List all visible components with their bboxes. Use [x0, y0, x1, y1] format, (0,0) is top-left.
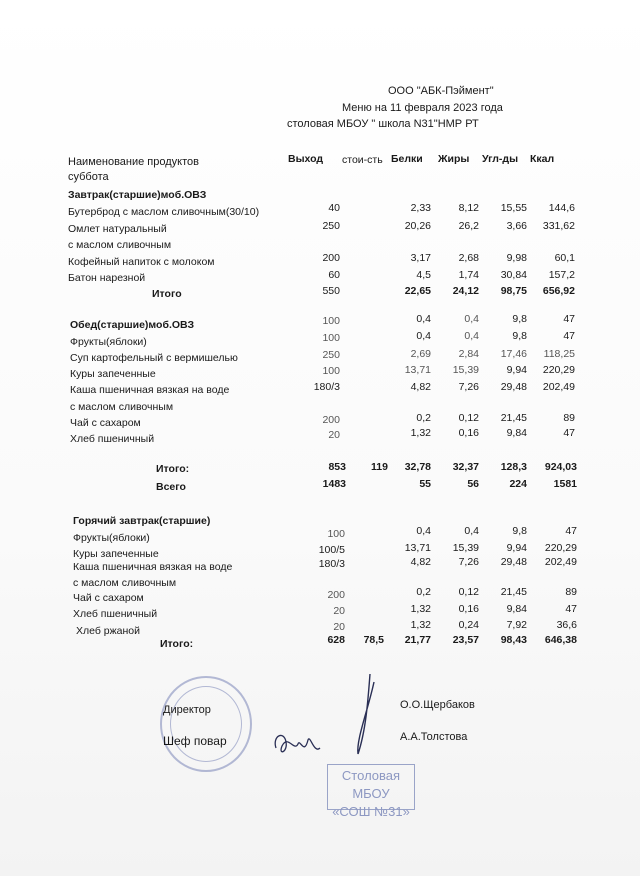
item-kcal: 157,2 [548, 269, 575, 281]
item-name: Куры запеченные [70, 368, 156, 380]
total-fat: 24,12 [452, 285, 479, 297]
item-fat: 0,16 [458, 427, 479, 439]
chef-signature [270, 726, 330, 762]
col-fat: Жиры [438, 153, 470, 165]
total-kcal: 924,03 [544, 461, 577, 473]
item-fat: 0,12 [458, 586, 479, 598]
item-output: 100 [322, 332, 340, 344]
col-output: Выход [288, 153, 324, 165]
item-protein: 0,4 [416, 313, 431, 325]
section-title: Горячий завтрак(старшие) [73, 515, 211, 527]
item-fat: 0,4 [464, 313, 479, 325]
item-carbs: 21,45 [500, 412, 527, 424]
item-protein: 13,71 [404, 542, 431, 554]
item-name: Каша пшеничная вязкая на воде [73, 561, 233, 573]
col-cost: стои-сть [342, 154, 383, 166]
item-carbs: 9,84 [506, 603, 527, 615]
total-label: Итого [152, 288, 182, 300]
total-label: Итого: [156, 463, 190, 475]
item-carbs: 9,94 [506, 542, 527, 554]
item-kcal: 47 [563, 330, 575, 342]
item-output: 20 [328, 429, 340, 441]
total-protein: 21,77 [404, 634, 431, 646]
item-output: 60 [328, 269, 340, 281]
item-name-cont: с маслом сливочным [73, 577, 177, 589]
item-protein: 0,4 [416, 525, 431, 537]
section-title: Обед(старшие)моб.ОВЗ [70, 319, 195, 331]
item-name-cont: с маслом сливочным [68, 239, 172, 251]
grand-total-carbs: 224 [509, 478, 527, 490]
item-carbs: 9,8 [512, 525, 527, 537]
item-output: 250 [322, 220, 340, 232]
total-cost: 119 [371, 461, 388, 473]
item-protein: 2,33 [410, 202, 431, 214]
total-cost: 78,5 [363, 634, 384, 646]
col-protein: Белки [391, 153, 423, 165]
item-carbs: 7,92 [506, 619, 527, 631]
item-output: 180/3 [313, 381, 340, 393]
item-kcal: 220,29 [542, 364, 575, 376]
item-output: 200 [322, 252, 340, 264]
total-output: 628 [327, 634, 345, 646]
item-protein: 0,2 [416, 412, 431, 424]
item-fat: 0,12 [458, 412, 479, 424]
total-carbs: 98,75 [500, 285, 527, 297]
item-kcal: 47 [565, 525, 577, 537]
item-carbs: 15,55 [500, 202, 527, 214]
item-output: 20 [333, 621, 345, 633]
chef-name: А.А.Толстова [400, 731, 468, 743]
item-carbs: 29,48 [500, 556, 527, 568]
item-output: 180/3 [318, 558, 345, 570]
item-name: Чай с сахаром [70, 417, 141, 429]
total-carbs: 98,43 [500, 634, 527, 646]
grand-total-kcal: 1581 [553, 478, 577, 490]
item-protein: 1,32 [410, 619, 431, 631]
item-protein: 2,69 [410, 348, 431, 360]
item-output: 100 [322, 365, 340, 377]
stamp-line-2: «СОШ №31» [332, 804, 410, 819]
total-kcal: 656,92 [542, 285, 575, 297]
item-kcal: 47 [565, 603, 577, 615]
item-name: Хлеб пшеничный [70, 433, 155, 445]
chef-label: Шеф повар [163, 734, 227, 748]
item-name: Хлеб пшеничный [73, 608, 158, 620]
item-name: Каша пшеничная вязкая на воде [70, 384, 230, 396]
item-kcal: 89 [563, 412, 575, 424]
item-output: 100 [327, 528, 345, 540]
item-protein: 4,82 [410, 556, 431, 568]
item-fat: 0,16 [458, 603, 479, 615]
item-output: 200 [322, 414, 340, 426]
day-label: суббота [68, 171, 109, 183]
director-signature [340, 670, 400, 760]
item-name: Бутерброд с маслом сливочным(30/10) [68, 206, 260, 218]
total-output: 550 [322, 285, 340, 297]
item-fat: 2,84 [458, 348, 479, 360]
total-fat: 23,57 [452, 634, 479, 646]
item-carbs: 9,8 [512, 330, 527, 342]
stamp-line-1: Столовая МБОУ [341, 768, 401, 801]
col-kcal: Ккал [530, 153, 555, 165]
item-carbs: 9,94 [506, 364, 527, 376]
item-output: 20 [333, 605, 345, 617]
item-name: Куры запеченные [73, 548, 159, 560]
item-protein: 0,2 [416, 586, 431, 598]
item-kcal: 144,6 [548, 202, 575, 214]
item-kcal: 47 [563, 427, 575, 439]
item-name: Фрукты(яблоки) [73, 532, 150, 544]
org-name: ООО "АБК-Пэймент" [388, 85, 494, 97]
item-protein: 4,5 [416, 269, 431, 281]
item-fat: 7,26 [458, 556, 479, 568]
total-output: 853 [328, 461, 346, 473]
col-name: Наименование продуктов [68, 156, 199, 168]
item-protein: 20,26 [404, 220, 431, 232]
item-fat: 26,2 [458, 220, 479, 232]
item-carbs: 17,46 [500, 348, 527, 360]
total-label: Итого: [160, 638, 194, 650]
item-kcal: 118,25 [543, 348, 575, 360]
canteen-stamp [327, 764, 415, 819]
item-protein: 13,71 [404, 364, 431, 376]
item-fat: 1,74 [458, 269, 479, 281]
total-fat: 32,37 [452, 461, 479, 473]
total-protein: 22,65 [404, 285, 431, 297]
item-fat: 15,39 [452, 364, 479, 376]
item-name: Батон нарезной [68, 272, 146, 284]
round-seal [160, 676, 252, 772]
grand-total-output: 1483 [322, 478, 346, 490]
item-fat: 15,39 [452, 542, 479, 554]
item-kcal: 202,49 [544, 556, 577, 568]
item-protein: 3,17 [410, 252, 431, 264]
item-fat: 2,68 [458, 252, 479, 264]
total-protein: 32,78 [404, 461, 431, 473]
director-name: О.О.Щербаков [400, 699, 475, 711]
item-fat: 8,12 [458, 202, 479, 214]
item-name: Омлет натуральный [68, 223, 167, 235]
item-kcal: 89 [565, 586, 577, 598]
item-output: 250 [322, 349, 340, 361]
item-carbs: 29,48 [500, 381, 527, 393]
item-carbs: 30,84 [500, 269, 527, 281]
item-name: Кофейный напиток с молоком [68, 256, 215, 268]
director-label: Директор [163, 704, 211, 716]
item-carbs: 21,45 [500, 586, 527, 598]
canteen-name: столовая МБОУ " школа N31"НМР РТ [287, 118, 479, 130]
item-output: 40 [328, 202, 340, 214]
item-kcal: 47 [563, 313, 575, 325]
grand-total-fat: 56 [467, 478, 479, 490]
item-protein: 1,32 [410, 427, 431, 439]
item-kcal: 331,62 [542, 220, 575, 232]
item-output: 200 [327, 589, 345, 601]
grand-total-label: Всего [156, 481, 186, 493]
item-protein: 0,4 [416, 330, 431, 342]
item-fat: 0,4 [464, 525, 479, 537]
item-kcal: 60,1 [554, 252, 575, 264]
item-fat: 0,24 [458, 619, 479, 631]
item-kcal: 36,6 [556, 619, 577, 631]
col-carbs: Угл-ды [482, 153, 519, 165]
item-fat: 7,26 [458, 381, 479, 393]
item-name: Суп картофельный с вермишелью [70, 352, 238, 364]
item-protein: 1,32 [410, 603, 431, 615]
total-kcal: 646,38 [544, 634, 577, 646]
item-carbs: 9,8 [512, 313, 527, 325]
item-name: Хлеб ржаной [76, 625, 140, 637]
item-name-cont: с маслом сливочным [70, 401, 174, 413]
item-fat: 0,4 [464, 330, 479, 342]
item-carbs: 9,84 [506, 427, 527, 439]
item-name: Фрукты(яблоки) [70, 336, 147, 348]
item-carbs: 3,66 [506, 220, 527, 232]
item-name: Чай с сахаром [73, 592, 144, 604]
item-protein: 4,82 [410, 381, 431, 393]
section-title: Завтрак(старшие)моб.ОВЗ [68, 189, 207, 201]
item-output: 100 [322, 315, 340, 327]
item-kcal: 220,29 [544, 542, 577, 554]
item-output: 100/5 [318, 544, 345, 556]
menu-date: Меню на 11 февраля 2023 года [342, 102, 503, 114]
item-kcal: 202,49 [542, 381, 575, 393]
total-carbs: 128,3 [500, 461, 527, 473]
grand-total-protein: 55 [419, 478, 431, 490]
item-carbs: 9,98 [506, 252, 527, 264]
